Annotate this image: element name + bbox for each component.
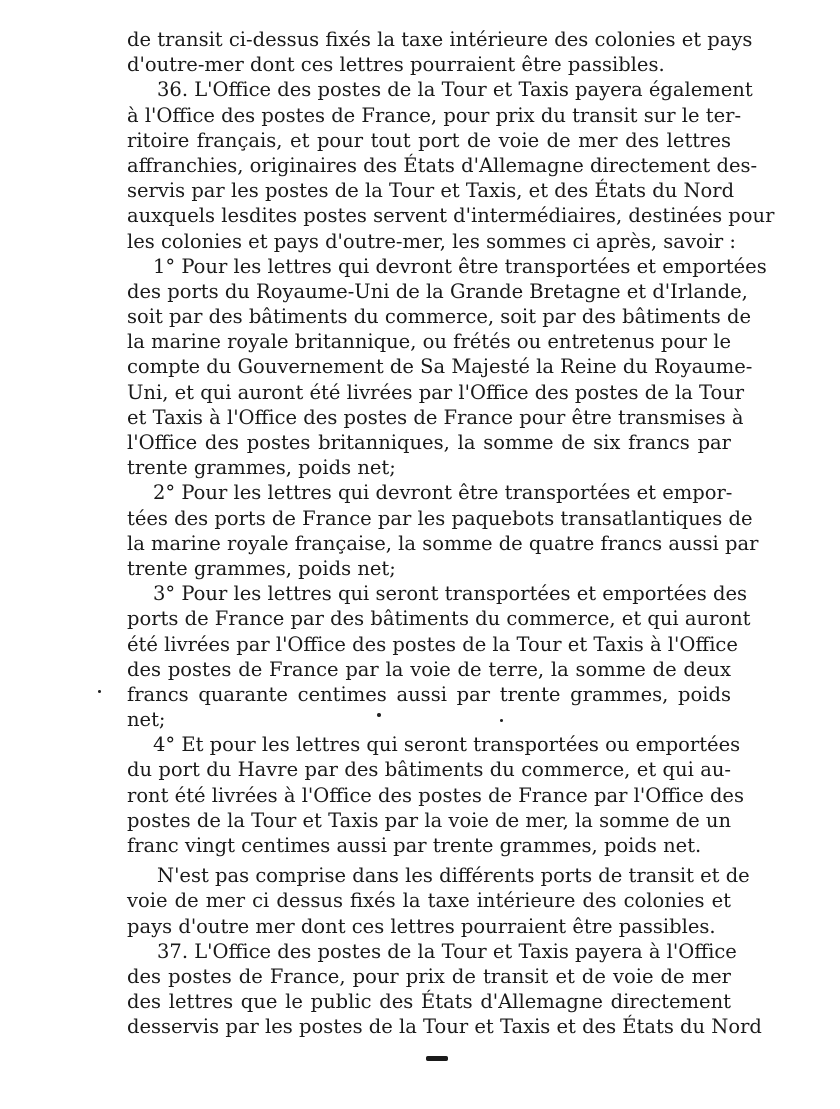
text-line: été livrées par l'Office des postes de la Tour et Taxis à l'Office bbox=[127, 632, 738, 656]
paragraph-intro bbox=[127, 27, 753, 77]
list-item-2 bbox=[127, 480, 759, 581]
text-line: d'outre-mer dont ces lettres pourraient être passibles. bbox=[127, 53, 665, 77]
text-line: ritoire français, et pour tout port de voie de mer des lettres bbox=[127, 128, 731, 152]
text-line: 36. L'Office des postes de la Tour et Taxis payera également bbox=[157, 78, 753, 102]
text-line: 4° Et pour les lettres qui seront transportées ou emportées bbox=[153, 733, 741, 757]
text-line: compte du Gouvernement de Sa Majesté la Reine du Royaume- bbox=[127, 355, 753, 379]
text-line: 37. L'Office des postes de la Tour et Taxis payera à l'Office bbox=[157, 939, 737, 963]
text-line: des lettres que le public des États d'Allemagne directement bbox=[127, 990, 731, 1014]
text-line: pays d'outre mer dont ces lettres pourraient être passibles. bbox=[127, 914, 716, 938]
text-line: francs quarante centimes aussi par trente grammes, poids bbox=[127, 682, 731, 706]
ink-speck bbox=[500, 719, 503, 722]
text-line: du port du Havre par des bâtiments du commerce, et qui au- bbox=[127, 758, 731, 782]
text-line: la marine royale britannique, ou frétés ou entretenus pour le bbox=[127, 330, 731, 354]
text-line: desservis par les postes de la Tour et Taxis et des États du Nord bbox=[127, 1015, 762, 1039]
ink-speck bbox=[98, 690, 101, 693]
text-line: l'Office des postes britanniques, la somme de six francs par bbox=[127, 431, 731, 454]
text-line: des ports du Royaume-Uni de la Grande Bretagne et d'Irlande, bbox=[127, 279, 748, 303]
text-line: 2° Pour les lettres qui devront être transportées et empor- bbox=[153, 481, 733, 505]
text-line: des postes de France, pour prix de transit et de voie de mer bbox=[127, 964, 731, 988]
text-line: 3° Pour les lettres qui seront transportées et emportées des bbox=[153, 582, 747, 606]
paragraph-article-36 bbox=[127, 77, 775, 253]
text-line: ports de France par des bâtiments du commerce, et qui auront bbox=[127, 607, 751, 631]
text-line: auxquels lesdites postes servent d'intermédiaires, destinées pour bbox=[127, 204, 775, 228]
text-line: Uni, et qui auront été livrées par l'Office des postes de la Tour bbox=[127, 380, 745, 404]
text-line: la marine royale française, la somme de quatre francs aussi par bbox=[127, 531, 759, 555]
list-item-3 bbox=[127, 581, 751, 732]
text-line: des postes de France par la voie de terre, la somme de deux bbox=[127, 657, 731, 681]
text-line: à l'Office des postes de France, pour prix du transit sur le ter- bbox=[127, 103, 742, 127]
text-line: ront été livrées à l'Office des postes de France par l'Office des bbox=[127, 783, 744, 807]
text-line: trente grammes, poids net; bbox=[127, 556, 396, 580]
text-line: voie de mer ci dessus fixés la taxe intérieure des colonies et bbox=[127, 889, 731, 913]
text-line: postes de la Tour et Taxis par la voie de mer, la somme de un bbox=[127, 808, 731, 832]
text-line: de transit ci-dessus fixés la taxe intérieure des colonies et pays bbox=[127, 28, 753, 51]
list-item-1 bbox=[127, 254, 767, 481]
paragraph-article-37 bbox=[127, 939, 762, 1040]
text-line: servis par les postes de la Tour et Taxis, et des États du Nord bbox=[127, 179, 735, 203]
text-line: N'est pas comprise dans les différents ports de transit et de bbox=[157, 864, 750, 888]
text-line: trente grammes, poids net; bbox=[127, 456, 396, 480]
page-text bbox=[127, 27, 775, 1040]
text-line: affranchies, originaires des États d'Allemagne directement des- bbox=[127, 153, 758, 177]
ink-speck bbox=[377, 713, 381, 717]
list-item-4 bbox=[127, 732, 744, 858]
text-line: 1° Pour les lettres qui devront être transportées et emportées bbox=[153, 254, 767, 278]
text-line: soit par des bâtiments du commerce, soit par des bâtiments de bbox=[127, 305, 751, 329]
text-line: tées des ports de France par les paquebots transatlantiques de bbox=[127, 506, 753, 530]
text-line: franc vingt centimes aussi par trente grammes, poids net. bbox=[127, 834, 702, 857]
page-footer-mark bbox=[426, 1056, 448, 1061]
text-line: les colonies et pays d'outre-mer, les sommes ci après, savoir : bbox=[127, 229, 737, 253]
text-line: net; bbox=[127, 708, 166, 732]
text-line: et Taxis à l'Office des postes de France pour être transmises à bbox=[127, 405, 744, 429]
paragraph-exclusion bbox=[127, 863, 750, 939]
